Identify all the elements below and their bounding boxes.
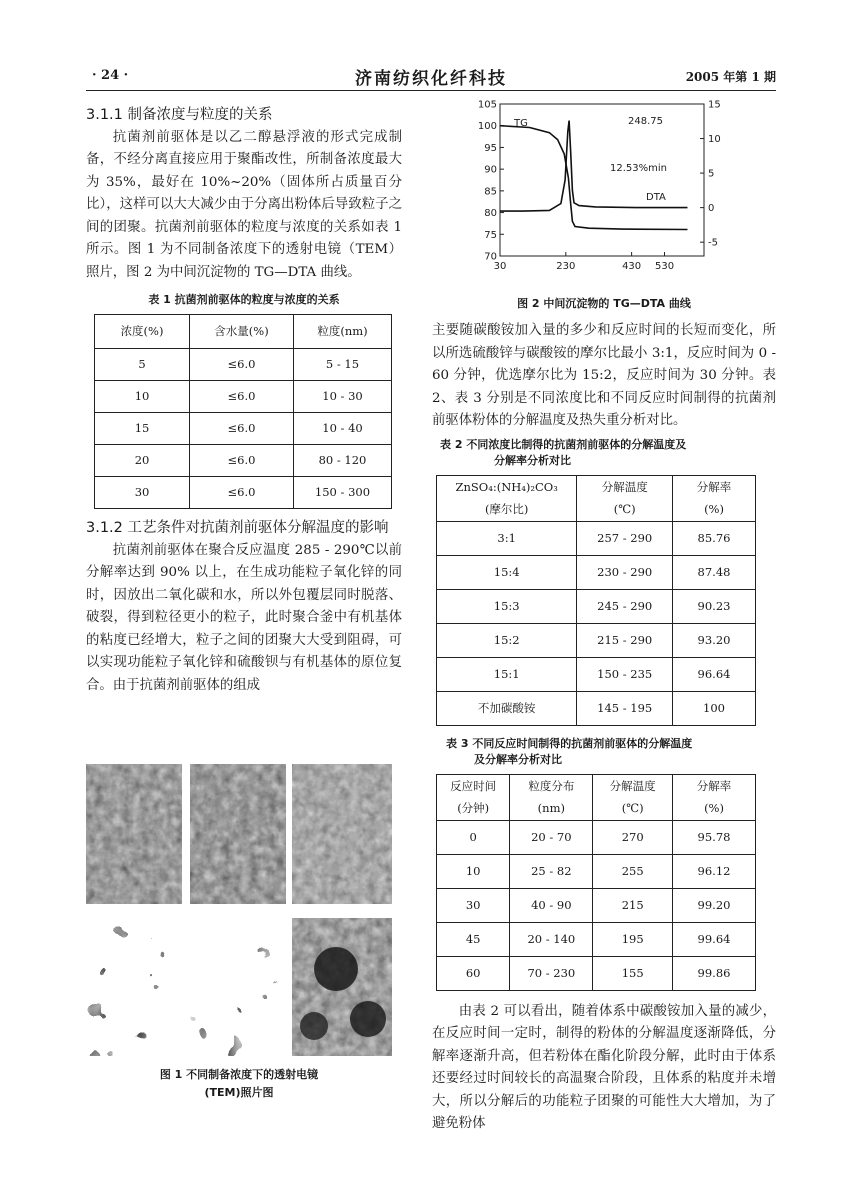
table-2-cell: 3:1 (437, 521, 577, 555)
table-2-cell: 96.64 (673, 657, 756, 691)
table-1-cell: 15 (95, 413, 190, 445)
table-3-header-cell: 反应时间 (分钟) (437, 774, 510, 820)
table-1-cell: ≤6.0 (190, 477, 294, 509)
table-2-header-cell: 分解率 (%) (673, 475, 756, 521)
tem-photo-3 (292, 764, 392, 904)
table-1-caption: 表 1 抗菌剂前驱体的粒度与浓度的关系 (148, 293, 340, 306)
table-3-cell: 99.64 (673, 922, 756, 956)
y-tick-label: 95 (484, 142, 497, 154)
table-3-cell: 20 - 70 (510, 820, 593, 854)
table-2-cell: 不加碳酸铵 (437, 691, 577, 725)
table-3-cell: 95.78 (673, 820, 756, 854)
right-paragraph-1: 主要随碳酸铵加入量的多少和反应时间的长短而变化，所以所选硫酸锌与碳酸铵的摩尔比最小 3:1，反应时间为 0 - 60 分钟，优选摩尔比为 15:2，反应时间为 30 分钟。表 2、表 3 分别是不同浓度比和不同反应时间制得的抗菌剂前驱体粉体的分解温度及热失重分析对比。 (432, 323, 776, 428)
table-3-cell: 10 (437, 854, 510, 888)
tem-photo-6 (292, 918, 392, 1056)
y-tick-label: 90 (484, 164, 497, 176)
table-1-cell: 150 - 300 (293, 477, 391, 509)
table-3-cell: 70 - 230 (510, 956, 593, 990)
y2-tick-label: -5 (708, 237, 718, 249)
weight-loss-rate-annotation: 12.53%min (610, 163, 667, 174)
table-1-row (95, 413, 392, 445)
table-2-caption-line-2: 分解率分析对比 (494, 453, 571, 467)
y-tick-label: 80 (484, 208, 497, 220)
table-3-cell: 99.86 (673, 956, 756, 990)
table-1-header-cell: 粒度(nm) (293, 315, 391, 349)
figure-1-caption-line-1: 图 1 不同制备浓度下的透射电镜 (159, 1068, 319, 1081)
y2-tick-label: 5 (708, 168, 715, 180)
table-2-cell: 15:3 (437, 589, 577, 623)
figure-2-chart (470, 96, 750, 308)
tem-photo-4 (86, 918, 182, 1056)
table-1-cell: 80 - 120 (293, 445, 391, 477)
dta-label: DTA (646, 192, 666, 203)
y2-tick-label: 15 (708, 99, 721, 111)
x-tick-label: 530 (654, 261, 675, 272)
table-3-cell: 25 - 82 (510, 854, 593, 888)
table-2-cell: 93.20 (673, 623, 756, 657)
table-1-header-cell: 含水量(%) (190, 315, 294, 349)
table-1-cell: 30 (95, 477, 190, 509)
journal-title: 济南纺织化纤科技 (355, 69, 507, 89)
tem-photos (86, 764, 392, 1056)
table-2-cell: 145 - 195 (577, 691, 673, 725)
table-3-cell: 99.20 (673, 888, 756, 922)
table-2-cell: 90.23 (673, 589, 756, 623)
table-1-cell: ≤6.0 (190, 349, 294, 381)
table-3-cell: 0 (437, 820, 510, 854)
y2-tick-label: 10 (708, 134, 721, 146)
figure-1-caption-line-2: (TEM)照片图 (204, 1086, 274, 1099)
table-3-cell: 155 (593, 956, 673, 990)
table-2-cell: 230 - 290 (577, 555, 673, 589)
table-1-cell: 5 - 15 (293, 349, 391, 381)
table-2-row (437, 589, 756, 623)
issue-label: 2005 年第 1 期 (685, 70, 776, 84)
table-3-cell: 40 - 90 (510, 888, 593, 922)
table-2-header-cell: ZnSO₄:(NH₄)₂CO₃ (摩尔比) (437, 475, 577, 521)
table-1-row (95, 349, 392, 381)
y-tick-label: 75 (484, 229, 497, 241)
table-2-cell: 100 (673, 691, 756, 725)
header-rule (86, 90, 776, 91)
table-3-header-cell: 分解率 (%) (673, 774, 756, 820)
table-3-row (437, 854, 756, 888)
plot-frame (500, 104, 704, 256)
running-header (86, 60, 776, 88)
y-tick-label: 70 (484, 251, 497, 263)
tem-photo-2 (190, 764, 286, 904)
left-column (86, 104, 402, 697)
table-2-cell: 85.76 (673, 521, 756, 555)
tg-dta-chart (470, 96, 750, 292)
y-tick-label: 85 (484, 186, 497, 198)
table-1-row (95, 477, 392, 509)
table-1-cell: 10 - 30 (293, 381, 391, 413)
table-1-cell: 10 - 40 (293, 413, 391, 445)
table-2-row (437, 657, 756, 691)
x-tick-label: 430 (622, 261, 642, 272)
x-tick-label: 230 (556, 261, 576, 272)
tem-photo-5 (190, 918, 286, 1056)
table-3-cell: 195 (593, 922, 673, 956)
section-3-1-1-heading: 3.1.1 制备浓度与粒度的关系 (86, 107, 273, 123)
table-3-cell: 60 (437, 956, 510, 990)
table-1 (94, 314, 392, 509)
table-1-cell: ≤6.0 (190, 413, 294, 445)
table-2-row (437, 555, 756, 589)
table-3-cell: 96.12 (673, 854, 756, 888)
table-2-header-cell: 分解温度 (℃) (577, 475, 673, 521)
table-1-cell: ≤6.0 (190, 445, 294, 477)
table-1-header-cell: 浓度(%) (95, 315, 190, 349)
table-2 (436, 475, 756, 726)
y-tick-label: 105 (477, 99, 497, 111)
section-3-1-2-heading: 3.1.2 工艺条件对抗菌剂前驱体分解温度的影响 (86, 520, 389, 536)
tg-curve (500, 126, 688, 230)
tg-label: TG (514, 118, 528, 129)
table-3-caption-line-2: 及分解率分析对比 (474, 752, 562, 766)
table-3-cell: 20 - 140 (510, 922, 593, 956)
table-1-row (95, 381, 392, 413)
tem-photo-1 (86, 764, 182, 904)
table-1-cell: ≤6.0 (190, 381, 294, 413)
peak-temperature-annotation: 248.75 (628, 116, 663, 127)
table-3-row (437, 956, 756, 990)
table-3 (436, 774, 756, 991)
table-3-cell: 255 (593, 854, 673, 888)
table-2-cell: 215 - 290 (577, 623, 673, 657)
table-2-cell: 150 - 235 (577, 657, 673, 691)
table-1-cell: 20 (95, 445, 190, 477)
table-2-cell: 15:2 (437, 623, 577, 657)
table-2-cell: 15:4 (437, 555, 577, 589)
table-2-cell: 257 - 290 (577, 521, 673, 555)
table-3-caption-line-1: 表 3 不同反应时间制得的抗菌剂前驱体的分解温度 (446, 736, 693, 750)
table-2-row (437, 691, 756, 725)
table-2-row (437, 623, 756, 657)
table-3-cell: 215 (593, 888, 673, 922)
table-1-cell: 10 (95, 381, 190, 413)
table-2-row (437, 521, 756, 555)
figure-1-tem-grid (86, 764, 392, 1056)
right-paragraph-2: 由表 2 可以看出，随着体系中碳酸铵加入量的减少，在反应时间一定时，制得的粉体的分解温度逐渐降低，分解率逐渐升高，但若粉体在酯化阶段分解，此时由于体系还要经过时间较长的高温聚合阶段，且体系的粘度并未增大，所以分解后的功能粒子团聚的可能性大大增加，为了避免粉体 (432, 1003, 776, 1131)
table-2-cell: 15:1 (437, 657, 577, 691)
right-column (432, 320, 776, 1136)
table-3-cell: 45 (437, 922, 510, 956)
figure-1-caption (86, 1066, 392, 1102)
table-3-cell: 270 (593, 820, 673, 854)
section-3-1-1-paragraph: 抗菌剂前驱体是以乙二醇悬浮液的形式完成制备，不经分离直接应用于聚酯改性，所制备浓度最大为 35%，最好在 10%~20%（固体所占质量百分比），这样可以大大减少由于分离出粉体后导致粒子之间的团聚。抗菌剂前驱体的粒度与浓度的关系如表 1 所示。图 1 为不同制备浓度下的透射电镜（TEM）照片，图 2 为中间沉淀物的 TG—DTA 曲线。 (86, 129, 402, 280)
table-3-row (437, 888, 756, 922)
table-3-header-cell: 粒度分布 (nm) (510, 774, 593, 820)
table-1-cell: 5 (95, 349, 190, 381)
table-3-header-cell: 分解温度 (℃) (593, 774, 673, 820)
table-3-row (437, 922, 756, 956)
section-3-1-2-paragraph: 抗菌剂前驱体在聚合反应温度 285 - 290℃以前分解率达到 90% 以上，在生成功能粒子氧化锌的同时，因放出二氧化碳和水，所以外包覆层同时脱落、破裂，得到粒径更小的粒子，此时聚合釜中有机基体的粘度已经增大，粒子之间的团聚大大受到阻碍，可以实现功能粒子氧化锌和硫酸钡与有机基体的原位复合。由于抗菌剂前驱体的组成 (86, 542, 402, 693)
table-3-cell: 30 (437, 888, 510, 922)
table-2-cell: 245 - 290 (577, 589, 673, 623)
figure-2-caption: 图 2 中间沉淀物的 TG—DTA 曲线 (517, 297, 691, 310)
y-tick-label: 100 (477, 121, 497, 133)
table-3-row (437, 820, 756, 854)
table-1-row (95, 445, 392, 477)
x-tick-label: 30 (493, 261, 507, 272)
y2-tick-label: 0 (708, 203, 715, 215)
table-2-caption-line-1: 表 2 不同浓度比制得的抗菌剂前驱体的分解温度及 (440, 437, 687, 451)
page-number: · 24 · (92, 68, 129, 83)
table-2-cell: 87.48 (673, 555, 756, 589)
